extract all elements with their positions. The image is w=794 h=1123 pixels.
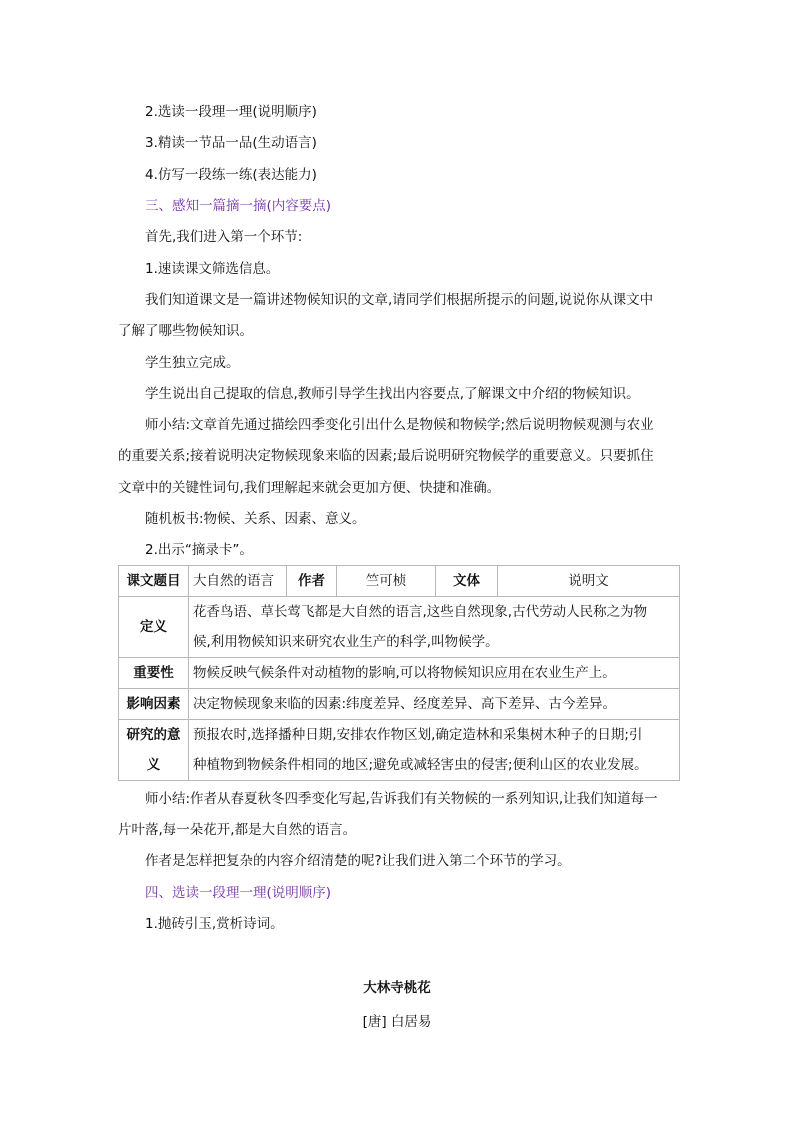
significance-label: 研究的意义 bbox=[119, 720, 189, 781]
significance-line: 种植物到物候条件相同的地区;避免或减轻害虫的侵害;便利山区的农业发展。 bbox=[193, 757, 648, 773]
outline-item-2: 2.选读一段理一理(说明顺序) bbox=[145, 104, 317, 120]
outline-item-4: 4.仿写一段练一练(表达能力) bbox=[145, 167, 317, 183]
title-label: 课文题目 bbox=[119, 566, 189, 597]
paragraph: 随机板书:物候、关系、因素、意义。 bbox=[145, 511, 366, 527]
paragraph: 2.出示“摘录卡”。 bbox=[145, 542, 253, 558]
genre-value: 说明文 bbox=[498, 566, 680, 597]
paragraph-continuation: 的重要关系;接着说明决定物候现象来临的因素;最后说明研究物候学的重要意义。只要抓住 bbox=[118, 448, 654, 464]
definition-value bbox=[189, 597, 680, 658]
section-heading-3: 三、感知一篇摘一摘(内容要点) bbox=[145, 198, 332, 214]
paragraph: 1.速读课文筛选信息。 bbox=[145, 261, 280, 277]
table-row bbox=[119, 658, 680, 689]
definition-line: 候,利用物候知识来研究农业生产的科学,叫物候学。 bbox=[193, 634, 499, 650]
title-value: 大自然的语言 bbox=[189, 566, 287, 597]
significance-value bbox=[189, 720, 680, 781]
importance-value: 物候反映气候条件对动植物的影响,可以将物候知识应用在农业生产上。 bbox=[189, 658, 680, 689]
paragraph-continuation: 文章中的关键性词句,我们理解起来就会更加方便、快捷和准确。 bbox=[118, 480, 501, 496]
author-label: 作者 bbox=[287, 566, 337, 597]
paragraph-continuation: 了解了哪些物候知识。 bbox=[118, 323, 253, 339]
table-row bbox=[119, 566, 680, 597]
genre-label: 文体 bbox=[436, 566, 498, 597]
table-row bbox=[119, 689, 680, 720]
definition-line: 花香鸟语、草长莺飞都是大自然的语言,这些自然现象,古代劳动人民称之为物 bbox=[193, 604, 648, 620]
poem-author: [唐] 白居易 bbox=[362, 1014, 432, 1030]
paragraph: 我们知道课文是一篇讲述物候知识的文章,请同学们根据所提示的问题,说说你从课文中 bbox=[145, 292, 654, 308]
paragraph-continuation: 片叶落,每一朵花开,都是大自然的语言。 bbox=[118, 822, 357, 838]
poem-title: 大林寺桃花 bbox=[363, 980, 431, 996]
paragraph: 学生独立完成。 bbox=[145, 355, 240, 371]
paragraph: 首先,我们进入第一个环节: bbox=[145, 229, 303, 245]
definition-label: 定义 bbox=[119, 597, 189, 658]
table-row bbox=[119, 720, 680, 781]
paragraph: 作者是怎样把复杂的内容介绍清楚的呢?让我们进入第二个环节的学习。 bbox=[145, 853, 571, 869]
factors-value: 决定物候现象来临的因素:纬度差异、经度差异、高下差异、古今差异。 bbox=[189, 689, 680, 720]
outline-item-3: 3.精读一节品一品(生动语言) bbox=[145, 135, 317, 151]
significance-line: 预报农时,选择播种日期,安排农作物区划,确定造林和采集树木种子的日期;引 bbox=[193, 727, 643, 743]
paragraph: 师小结:作者从春夏秋冬四季变化写起,告诉我们有关物候的一系列知识,让我们知道每一 bbox=[145, 791, 658, 807]
factors-label: 影响因素 bbox=[119, 689, 189, 720]
importance-label: 重要性 bbox=[119, 658, 189, 689]
excerpt-card-table bbox=[118, 565, 680, 781]
paragraph: 学生说出自己提取的信息,教师引导学生找出内容要点,了解课文中介绍的物候知识。 bbox=[145, 386, 640, 402]
paragraph: 师小结:文章首先通过描绘四季变化引出什么是物候和物候学;然后说明物候观测与农业 bbox=[145, 417, 654, 433]
section-heading-4: 四、选读一段理一理(说明顺序) bbox=[145, 885, 332, 901]
table-row bbox=[119, 597, 680, 658]
paragraph: 1.抛砖引玉,赏析诗词。 bbox=[145, 916, 284, 932]
author-value: 竺可桢 bbox=[337, 566, 436, 597]
